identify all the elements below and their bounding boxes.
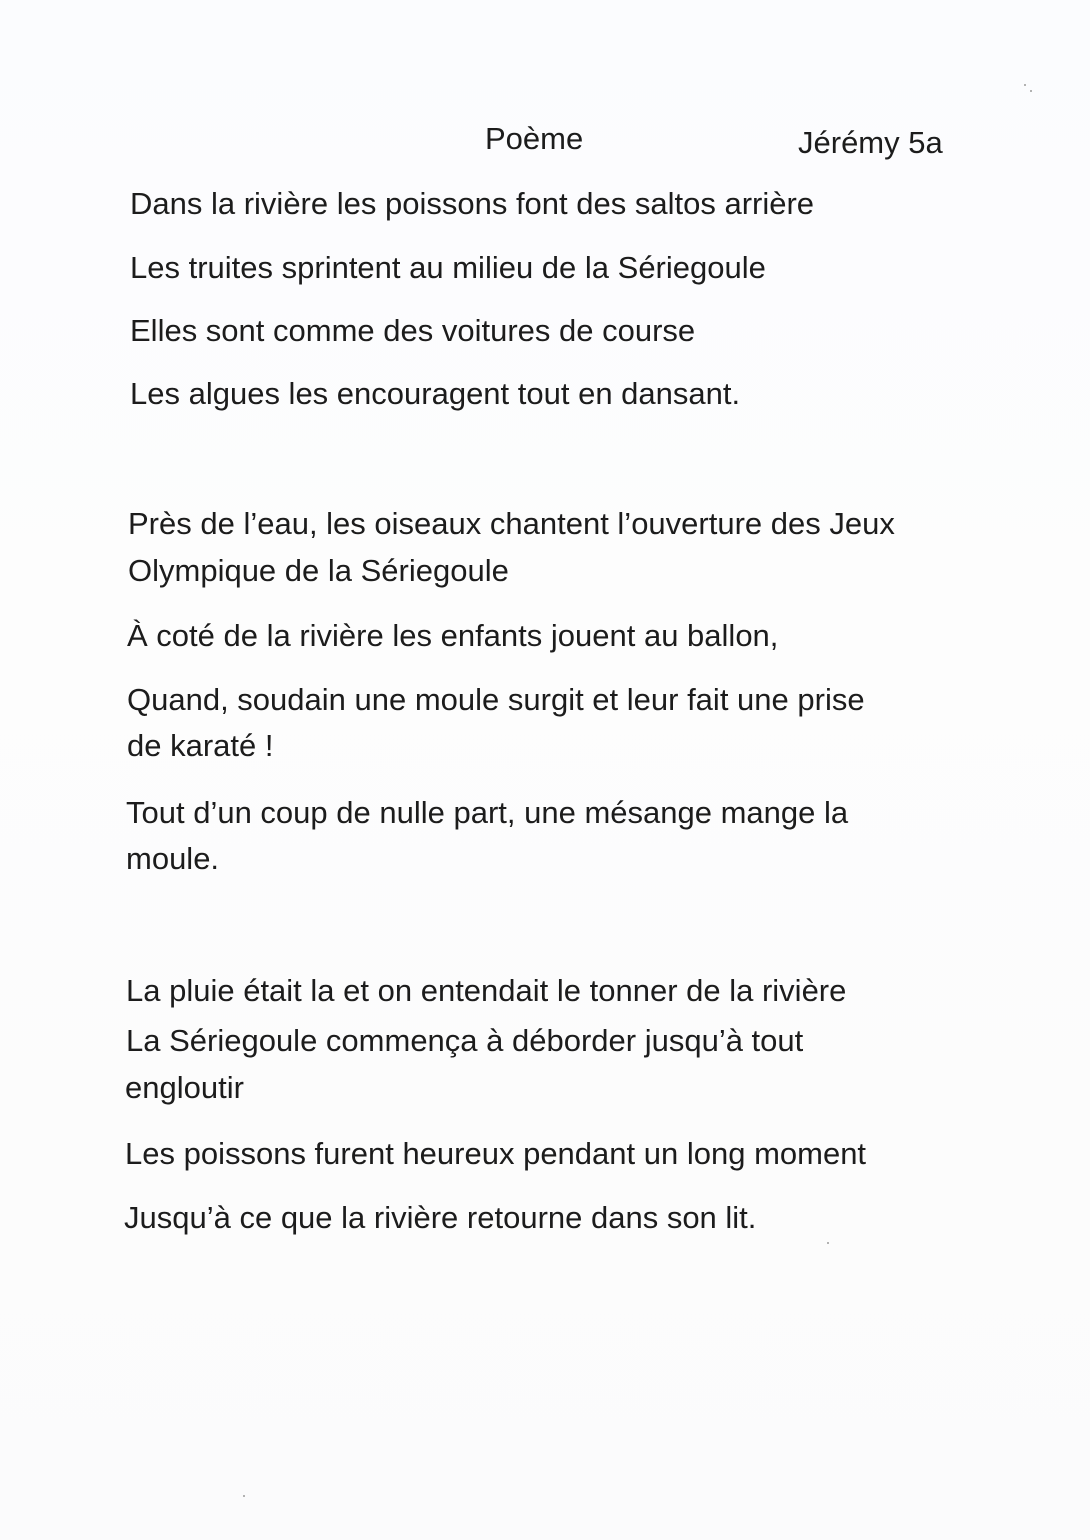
scan-speck [1024, 84, 1026, 86]
poem-line: La pluie était la et on entendait le tonner de la rivière [126, 973, 847, 1008]
poem-line: Les poissons furent heureux pendant un long moment [125, 1136, 867, 1171]
poem-line: moule. [126, 841, 220, 876]
author-name: Jérémy 5a [798, 125, 943, 160]
scan-speck [243, 1495, 245, 1497]
poem-line: À coté de la rivière les enfants jouent au ballon, [127, 618, 779, 653]
poem-line: La Sériegoule commença à déborder jusqu’à tout [126, 1023, 804, 1058]
poem-title: Poème [485, 121, 584, 156]
poem-line: Quand, soudain une moule surgit et leur fait une prise [127, 682, 865, 717]
poem-line: Dans la rivière les poissons font des saltos arrière [130, 186, 815, 221]
poem-line: Olympique de la Sériegoule [128, 553, 509, 588]
poem-line: Jusqu’à ce que la rivière retourne dans son lit. [124, 1200, 757, 1235]
poem-line: de karaté ! [127, 728, 274, 763]
scan-speck [1030, 90, 1032, 92]
poem-line: engloutir [125, 1070, 244, 1105]
poem-line: Tout d’un coup de nulle part, une mésange mange la [126, 795, 849, 830]
poem-line: Elles sont comme des voitures de course [130, 313, 696, 348]
poem-line: Les algues les encouragent tout en dansant. [130, 376, 741, 411]
scan-speck [827, 1242, 829, 1244]
poem-line: Près de l’eau, les oiseaux chantent l’ouverture des Jeux [128, 506, 895, 541]
poem-line: Les truites sprintent au milieu de la Sériegoule [130, 250, 766, 285]
